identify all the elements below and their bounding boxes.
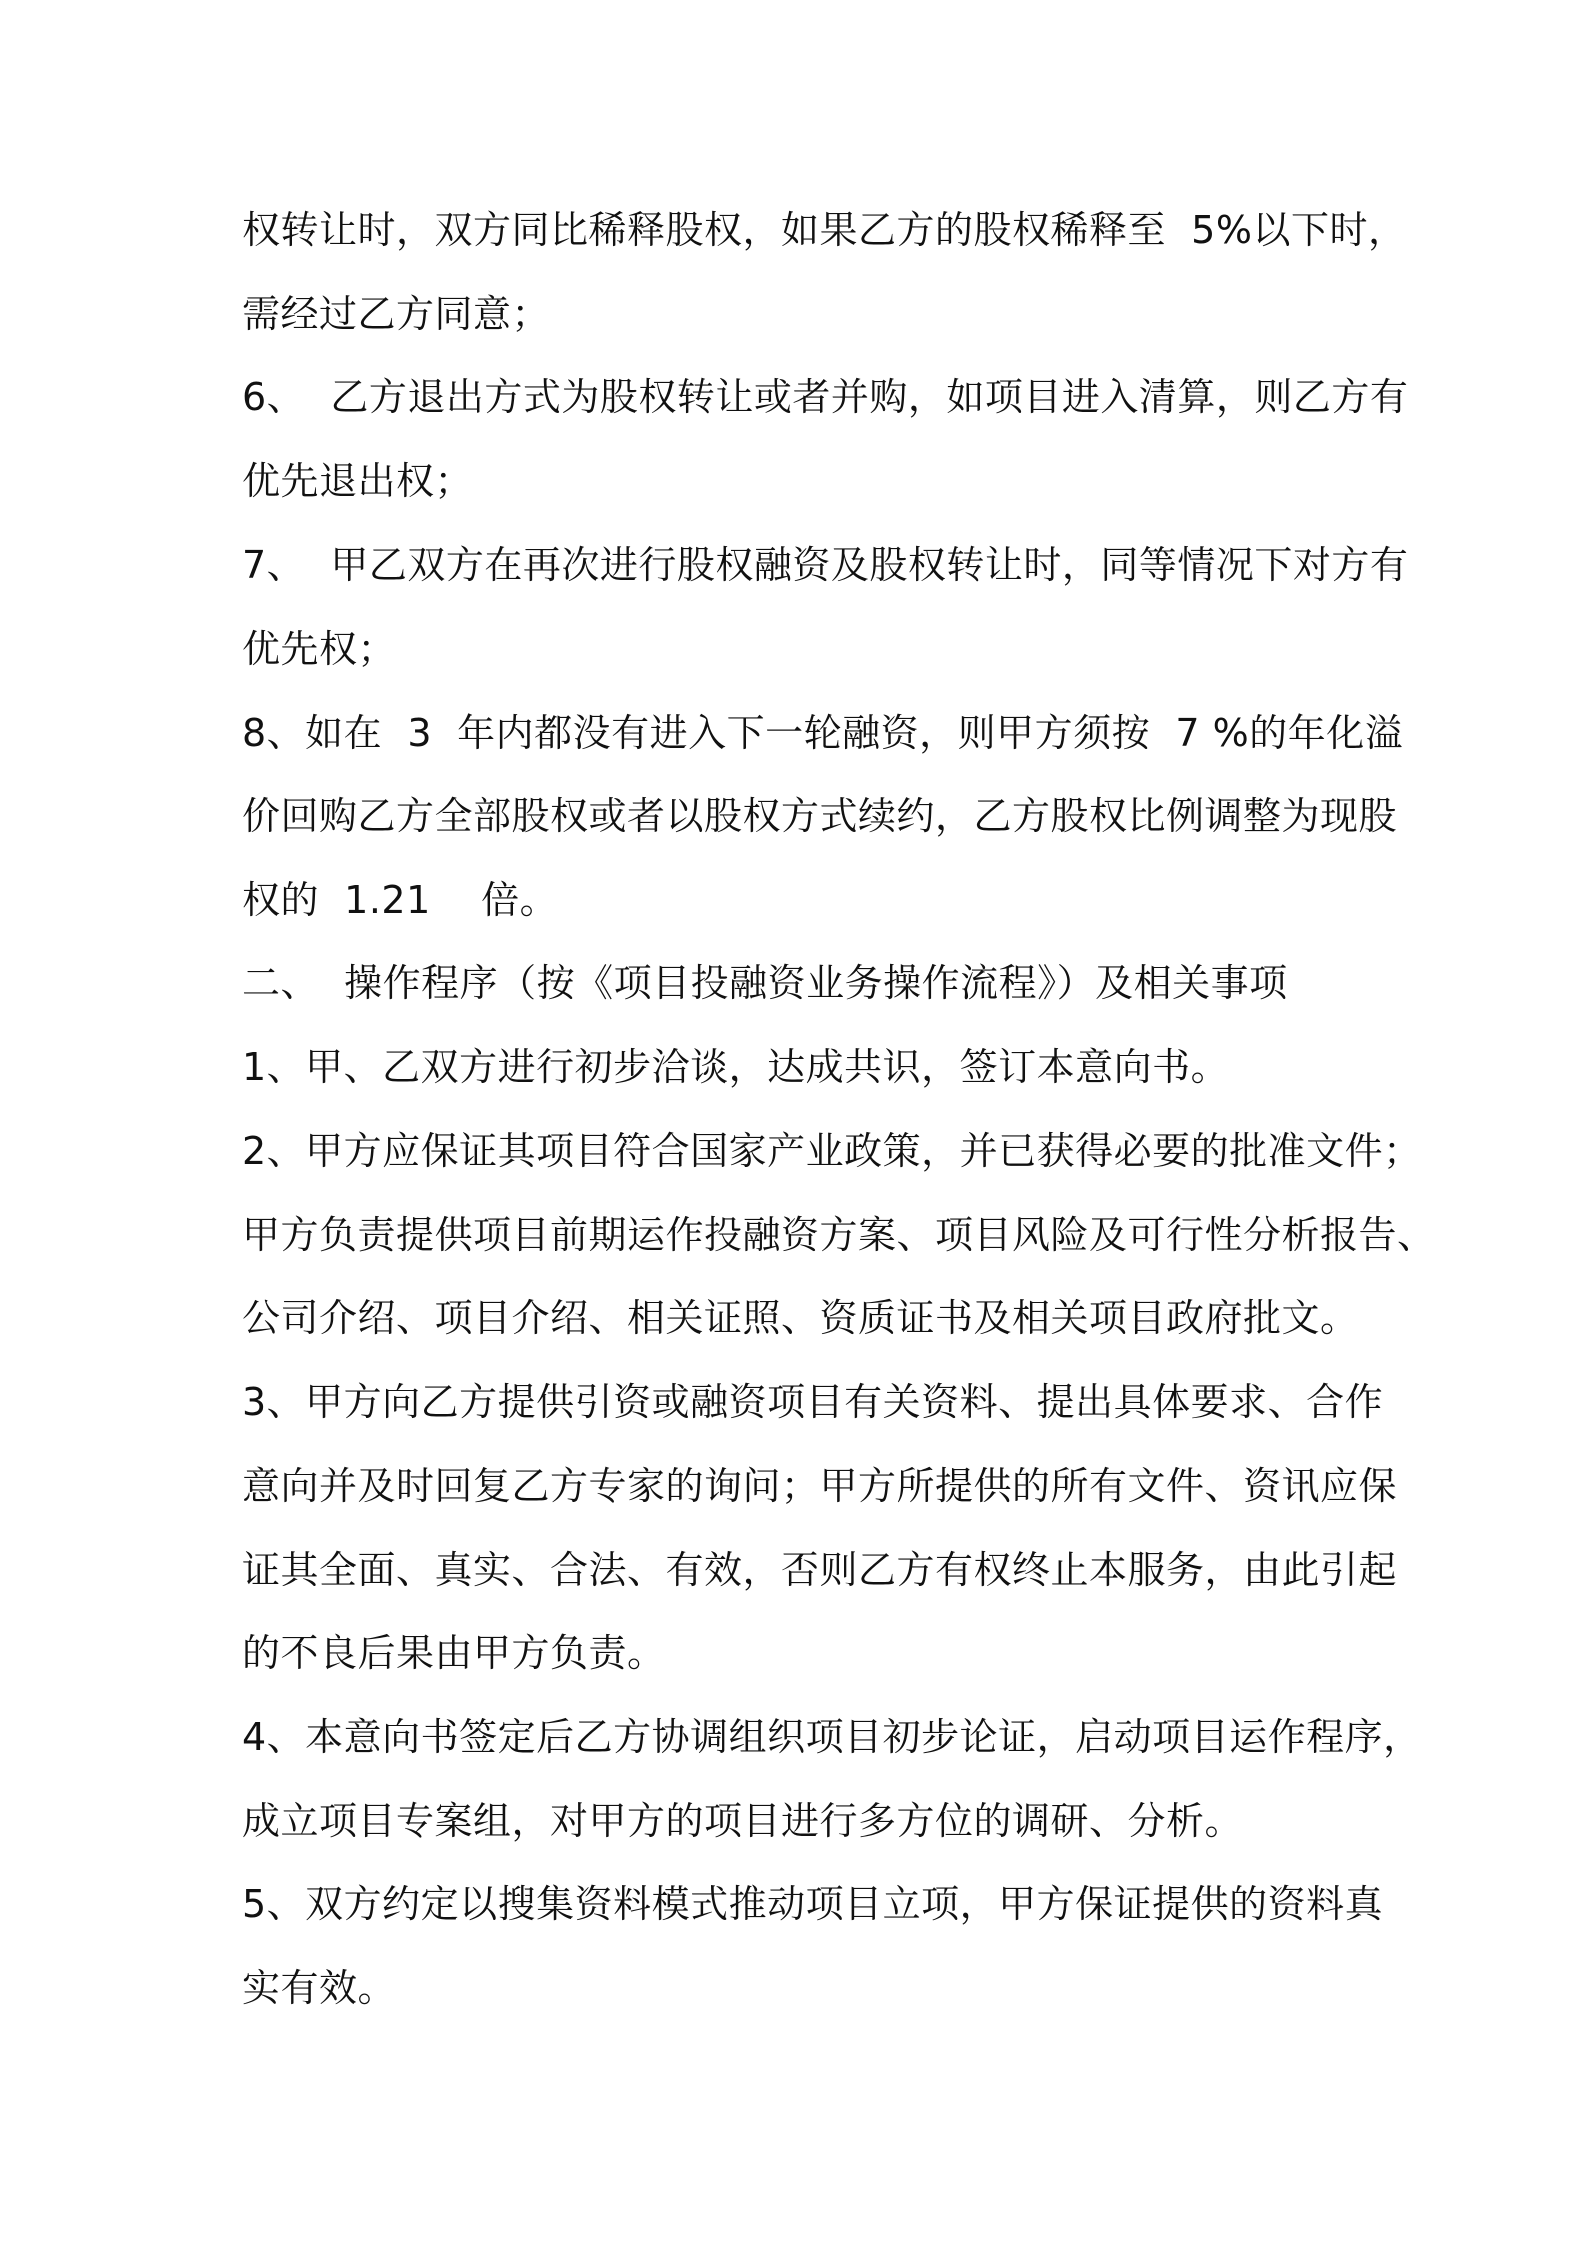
text-line: 甲方负责提供项目前期运作投融资方案、项目风险及可行性分析报告、 — [242, 1213, 1436, 1257]
text-line: 权转让时，双方同比稀释股权，如果乙方的股权稀释至 5%以下时， — [242, 208, 1407, 252]
text-line: 公司介绍、项目介绍、相关证照、资质证书及相关项目政府批文。 — [242, 1296, 1359, 1340]
text-line: 4、本意向书签定后乙方协调组织项目初步论证，启动项目运作程序， — [242, 1715, 1422, 1759]
text-line: 的不良后果由甲方负责。 — [242, 1631, 666, 1675]
text-line: 2、甲方应保证其项目符合国家产业政策，并已获得必要的批准文件； — [242, 1129, 1422, 1173]
text-line: 成立项目专案组，对甲方的项目进行多方位的调研、分析。 — [242, 1799, 1244, 1843]
text-line: 需经过乙方同意； — [242, 292, 551, 336]
text-line: 实有效。 — [242, 1966, 397, 2010]
text-line: 6、 乙方退出方式为股权转让或者并购，如项目进入清算，则乙方有 — [242, 375, 1409, 419]
text-line: 1、甲、乙双方进行初步洽谈，达成共识，签订本意向书。 — [242, 1045, 1230, 1089]
text-line: 8、如在 3 年内都没有进入下一轮融资，则甲方须按 7 %的年化溢 — [242, 711, 1404, 755]
text-line: 优先退出权； — [242, 459, 474, 503]
text-line: 价回购乙方全部股权或者以股权方式续约，乙方股权比例调整为现股 — [242, 794, 1398, 838]
text-line: 权的 1.21 倍。 — [242, 878, 559, 922]
text-line: 证其全面、真实、合法、有效，否则乙方有权终止本服务，由此引起 — [242, 1548, 1398, 1592]
text-line: 意向并及时回复乙方专家的询问；甲方所提供的所有文件、资讯应保 — [242, 1464, 1398, 1508]
text-line: 优先权； — [242, 627, 397, 671]
text-line: 5、双方约定以搜集资料模式推动项目立项，甲方保证提供的资料真 — [242, 1882, 1384, 1926]
text-line: 3、甲方向乙方提供引资或融资项目有关资料、提出具体要求、合作 — [242, 1380, 1384, 1424]
text-line: 7、 甲乙双方在再次进行股权融资及股权转让时，同等情况下对方有 — [242, 543, 1409, 587]
section-heading: 二、 操作程序（按《项目投融资业务操作流程》）及相关事项 — [242, 961, 1288, 1005]
